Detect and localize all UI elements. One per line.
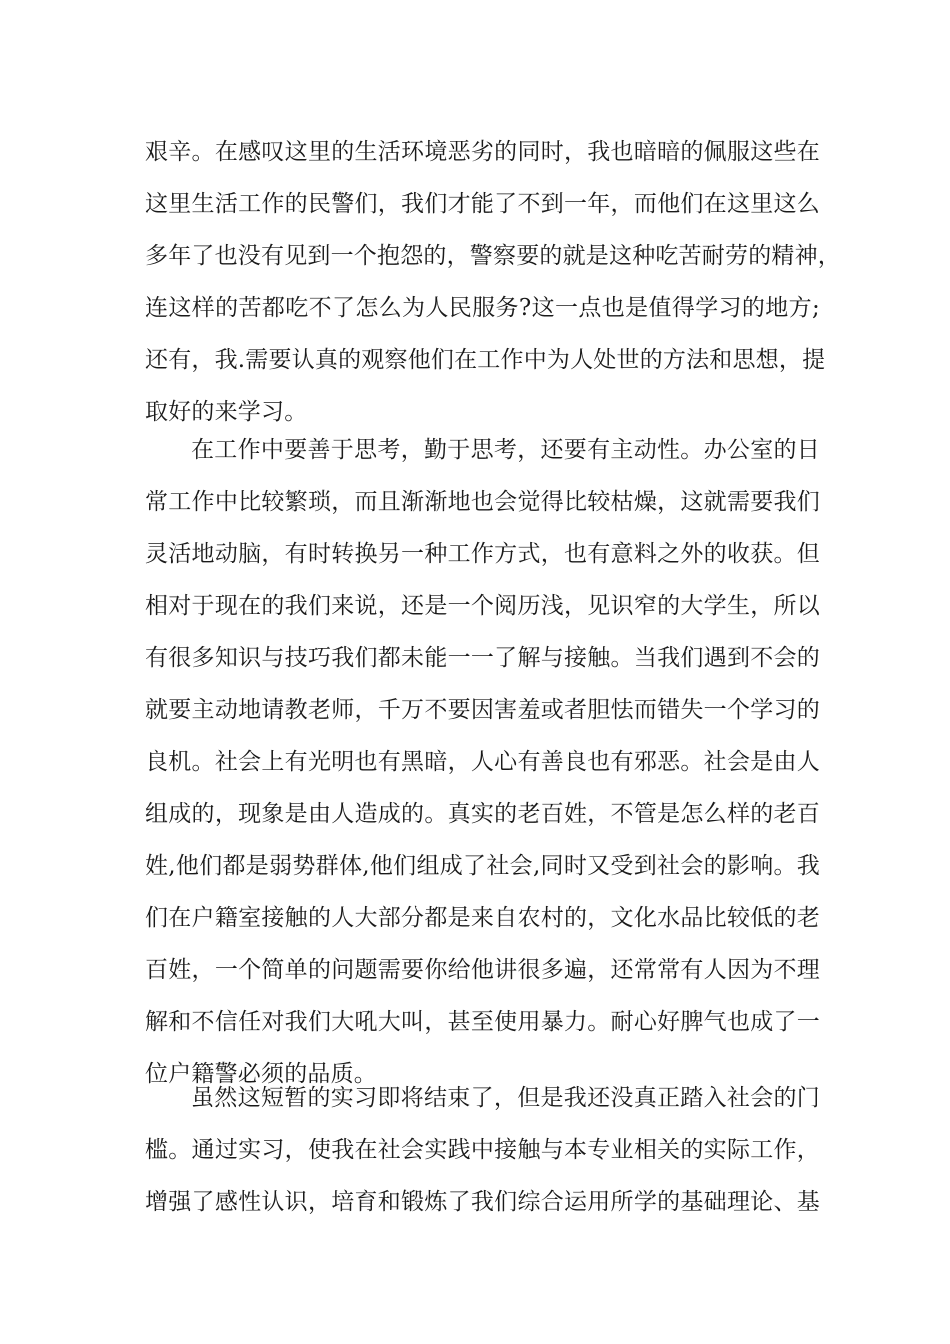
text-line: 虽然这短暂的实习即将结束了，但是我还没真正踏入社会的门 (191, 1085, 820, 1111)
text-line: 灵活地动脑，有时转换另一种工作方式，也有意料之外的收获。但 (145, 541, 820, 567)
text-line: 位户籍警必须的品质。 (145, 1061, 377, 1087)
text-line: 常工作中比较繁琐，而且渐渐地也会觉得比较枯燥，这就需要我们 (145, 489, 820, 515)
text-line: 解和不信任对我们大吼大叫，甚至使用暴力。耐心好脾气也成了一 (145, 1009, 820, 1035)
text-line: 姓,他们都是弱势群体,他们组成了社会,同时又受到社会的影响。我 (145, 853, 820, 879)
text-line: 良机。社会上有光明也有黑暗，人心有善良也有邪恶。社会是由人 (145, 749, 820, 775)
paragraph-1 (145, 126, 841, 438)
text-line: 连这样的苦都吃不了怎么为人民服务?这一点也是值得学习的地方; (145, 295, 820, 321)
text-line: 槛。通过实习，使我在社会实践中接触与本专业相关的实际工作， (145, 1137, 820, 1163)
text-line: 相对于现在的我们来说，还是一个阅历浅，见识窄的大学生，所以 (145, 593, 820, 619)
paragraph-3 (145, 1072, 820, 1228)
text-line: 在工作中要善于思考，勤于思考，还要有主动性。办公室的日 (191, 437, 820, 463)
text-line: 组成的，现象是由人造成的。真实的老百姓，不管是怎么样的老百 (145, 801, 820, 827)
text-line: 还有，我.需要认真的观察他们在工作中为人处世的方法和思想，提 (145, 347, 826, 373)
text-line: 取好的来学习。 (145, 399, 308, 425)
text-line: 艰辛。在感叹这里的生活环境恶劣的同时，我也暗暗的佩服这些在 (145, 139, 820, 165)
text-line: 有很多知识与技巧我们都未能一一了解与接触。当我们遇到不会的 (145, 645, 820, 671)
text-line: 这里生活工作的民警们，我们才能了不到一年，而他们在这里这么 (145, 191, 820, 217)
paragraph-2 (145, 424, 820, 1100)
text-line: 增强了感性认识，培育和锻炼了我们综合运用所学的基础理论、基 (145, 1189, 820, 1215)
text-line: 多年了也没有见到一个抱怨的，警察要的就是这种吃苦耐劳的精神， (145, 243, 841, 269)
text-line: 们在户籍室接触的人大部分都是来自农村的，文化水品比较低的老 (145, 905, 820, 931)
text-line: 百姓，一个简单的问题需要你给他讲很多遍，还常常有人因为不理 (145, 957, 820, 983)
text-line: 就要主动地请教老师，千万不要因害羞或者胆怯而错失一个学习的 (145, 697, 820, 723)
